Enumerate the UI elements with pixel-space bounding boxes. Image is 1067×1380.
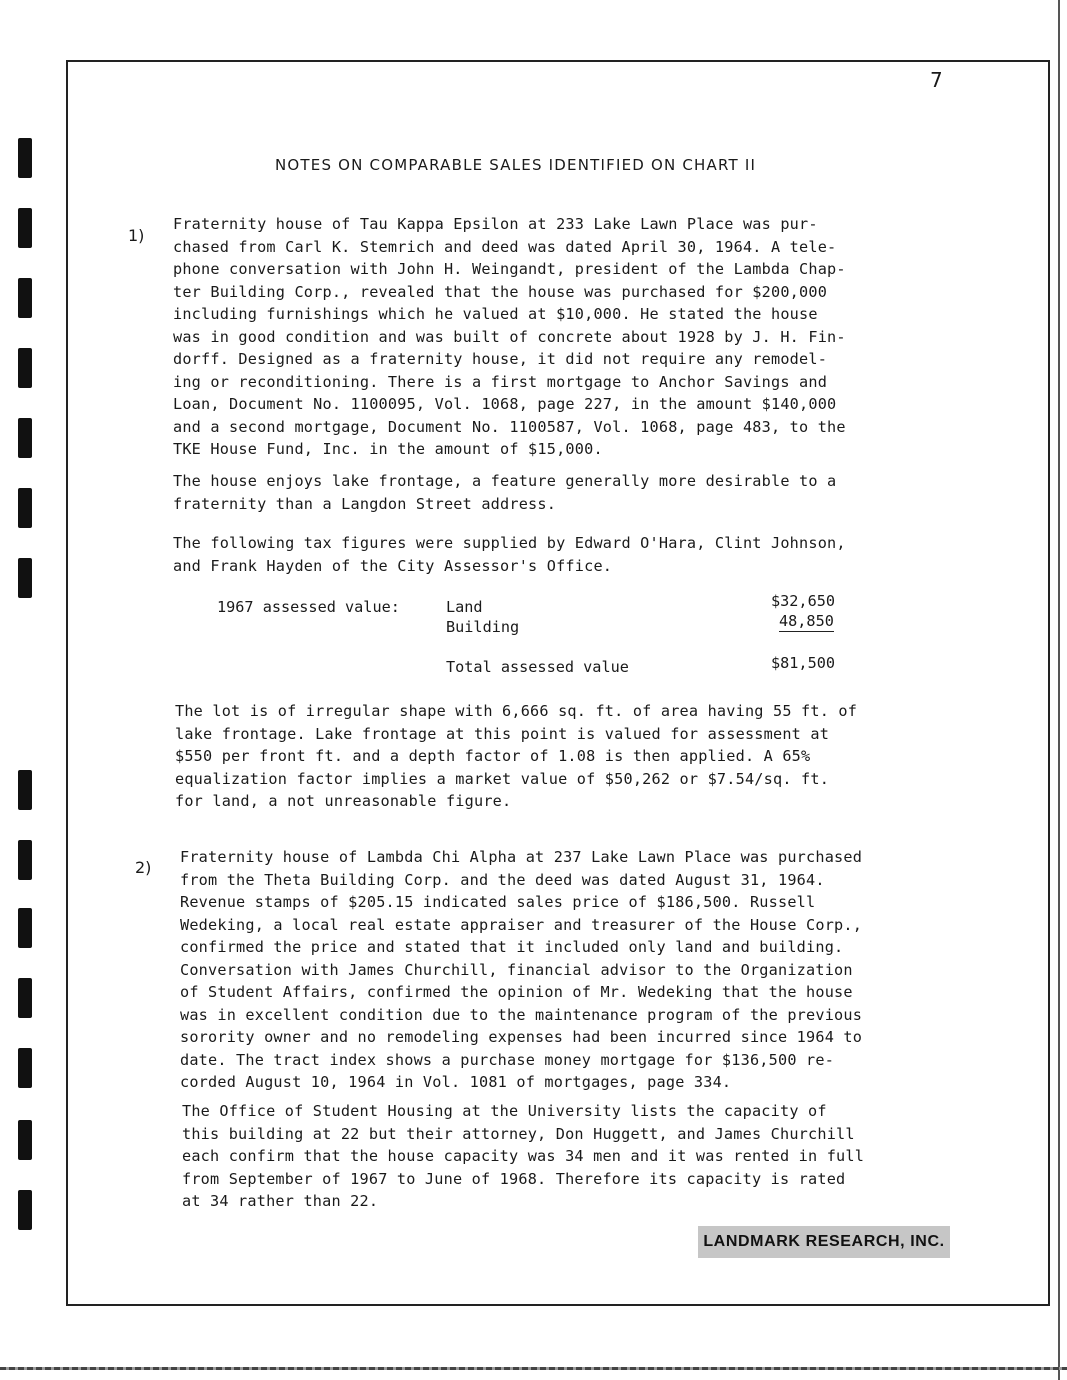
- total-label: Total assessed value: [446, 658, 629, 676]
- tax-label: 1967 assessed value:: [217, 598, 400, 616]
- binder-hole: [18, 978, 32, 1018]
- binder-hole: [18, 840, 32, 880]
- item2-paragraph2: The Office of Student Housing at the University lists the capacity of this building at 22 but their attorney, Don Huggett, and James Churchill each confirm that the house capacity was 34 men and it was rented in full from September of 1967 to June of 1968. Therefore its capacity is rated at 34 rather than 22.: [182, 1102, 865, 1210]
- binder-hole: [18, 208, 32, 248]
- item1-paragraph1: Fraternity house of Tau Kappa Epsilon at 233 Lake Lawn Place was pur- chased from Carl K. Stemrich and deed was dated April 30, 1964. A tele- phone conversation with John H. Weingandt, president of the Lambda Chap- ter Building Corp., revealed that the house was purchased for $200,000 including furnishings which he valued at $10,000. He stated the house was in good condition and was built of concrete about 1928 by J. H. Fin- dorff. Designed as a fraternity house, it did not require any remodel- ing or reconditioning. There is a first mortgage to Anchor Savings and Loan, Document No. 1100095, Vol. 1068, page 227, in the amount $140,000 and a second mortgage, Document No. 1100587, Vol. 1068, page 483, to the TKE House Fund, Inc. in the amount of $15,000.: [173, 215, 846, 458]
- binder-hole: [18, 348, 32, 388]
- total-value: $81,500: [771, 654, 836, 672]
- binder-hole: [18, 1048, 32, 1088]
- building-value: 48,850: [779, 612, 834, 630]
- binder-hole: [18, 1190, 32, 1230]
- binder-hole: [18, 138, 32, 178]
- item-number: 1): [128, 226, 145, 245]
- binder-hole: [18, 418, 32, 458]
- company-badge: LANDMARK RESEARCH, INC.: [698, 1226, 950, 1258]
- binder-hole: [18, 770, 32, 810]
- item1-paragraph3: The following tax figures were supplied by Edward O'Hara, Clint Johnson, and Frank Hayden of the City Assessor's Office.: [173, 534, 846, 575]
- land-value: $32,650: [771, 592, 836, 610]
- item-number: 2): [135, 858, 152, 877]
- page-number: 7: [930, 68, 943, 92]
- binder-hole: [18, 278, 32, 318]
- binder-hole: [18, 488, 32, 528]
- item2-paragraph1: Fraternity house of Lambda Chi Alpha at 237 Lake Lawn Place was purchased from the Theta Building Corp. and the deed was dated August 31, 1964. Revenue stamps of $205.15 indicated sales price of $186,500. Russell Wedeking, a local real estate appraiser and treasurer of the House Corp., confirmed the price and stated that it included only land and building. Conversation with James Churchill, financial advisor to the Organization of Student Affairs, confirmed the opinion of Mr. Wedeking that the house was in excellent condition due to the maintenance program of the previous sorority owner and no remodeling expenses had been incurred since 1964 to date. The tract index shows a purchase money mortgage for $136,500 re- corded August 10, 1964 in Vol. 1081 of mortgages, page 334.: [180, 848, 863, 1091]
- binder-hole: [18, 1120, 32, 1160]
- item1-paragraph2: The house enjoys lake frontage, a feature generally more desirable to a fraternity than a Langdon Street address.: [173, 472, 837, 513]
- binder-hole: [18, 558, 32, 598]
- page-heading: NOTES ON COMPARABLE SALES IDENTIFIED ON CHART II: [275, 156, 757, 174]
- paper-edge-bottom: [0, 1367, 1067, 1370]
- land-label: Land: [446, 598, 483, 616]
- tax-table: [217, 592, 857, 682]
- item1-paragraph4: The lot is of irregular shape with 6,666 sq. ft. of area having 55 ft. of lake frontage. Lake frontage at this point is valued for assessment at $550 per front ft. and a depth factor of 1.08 is then applied. A 65% equalization factor implies a market value of $50,262 or $7.54/sq. ft. for land, a not unreasonable figure.: [175, 702, 858, 810]
- binder-hole: [18, 908, 32, 948]
- paper-edge-right: [1058, 0, 1060, 1380]
- building-label: Building: [446, 618, 520, 636]
